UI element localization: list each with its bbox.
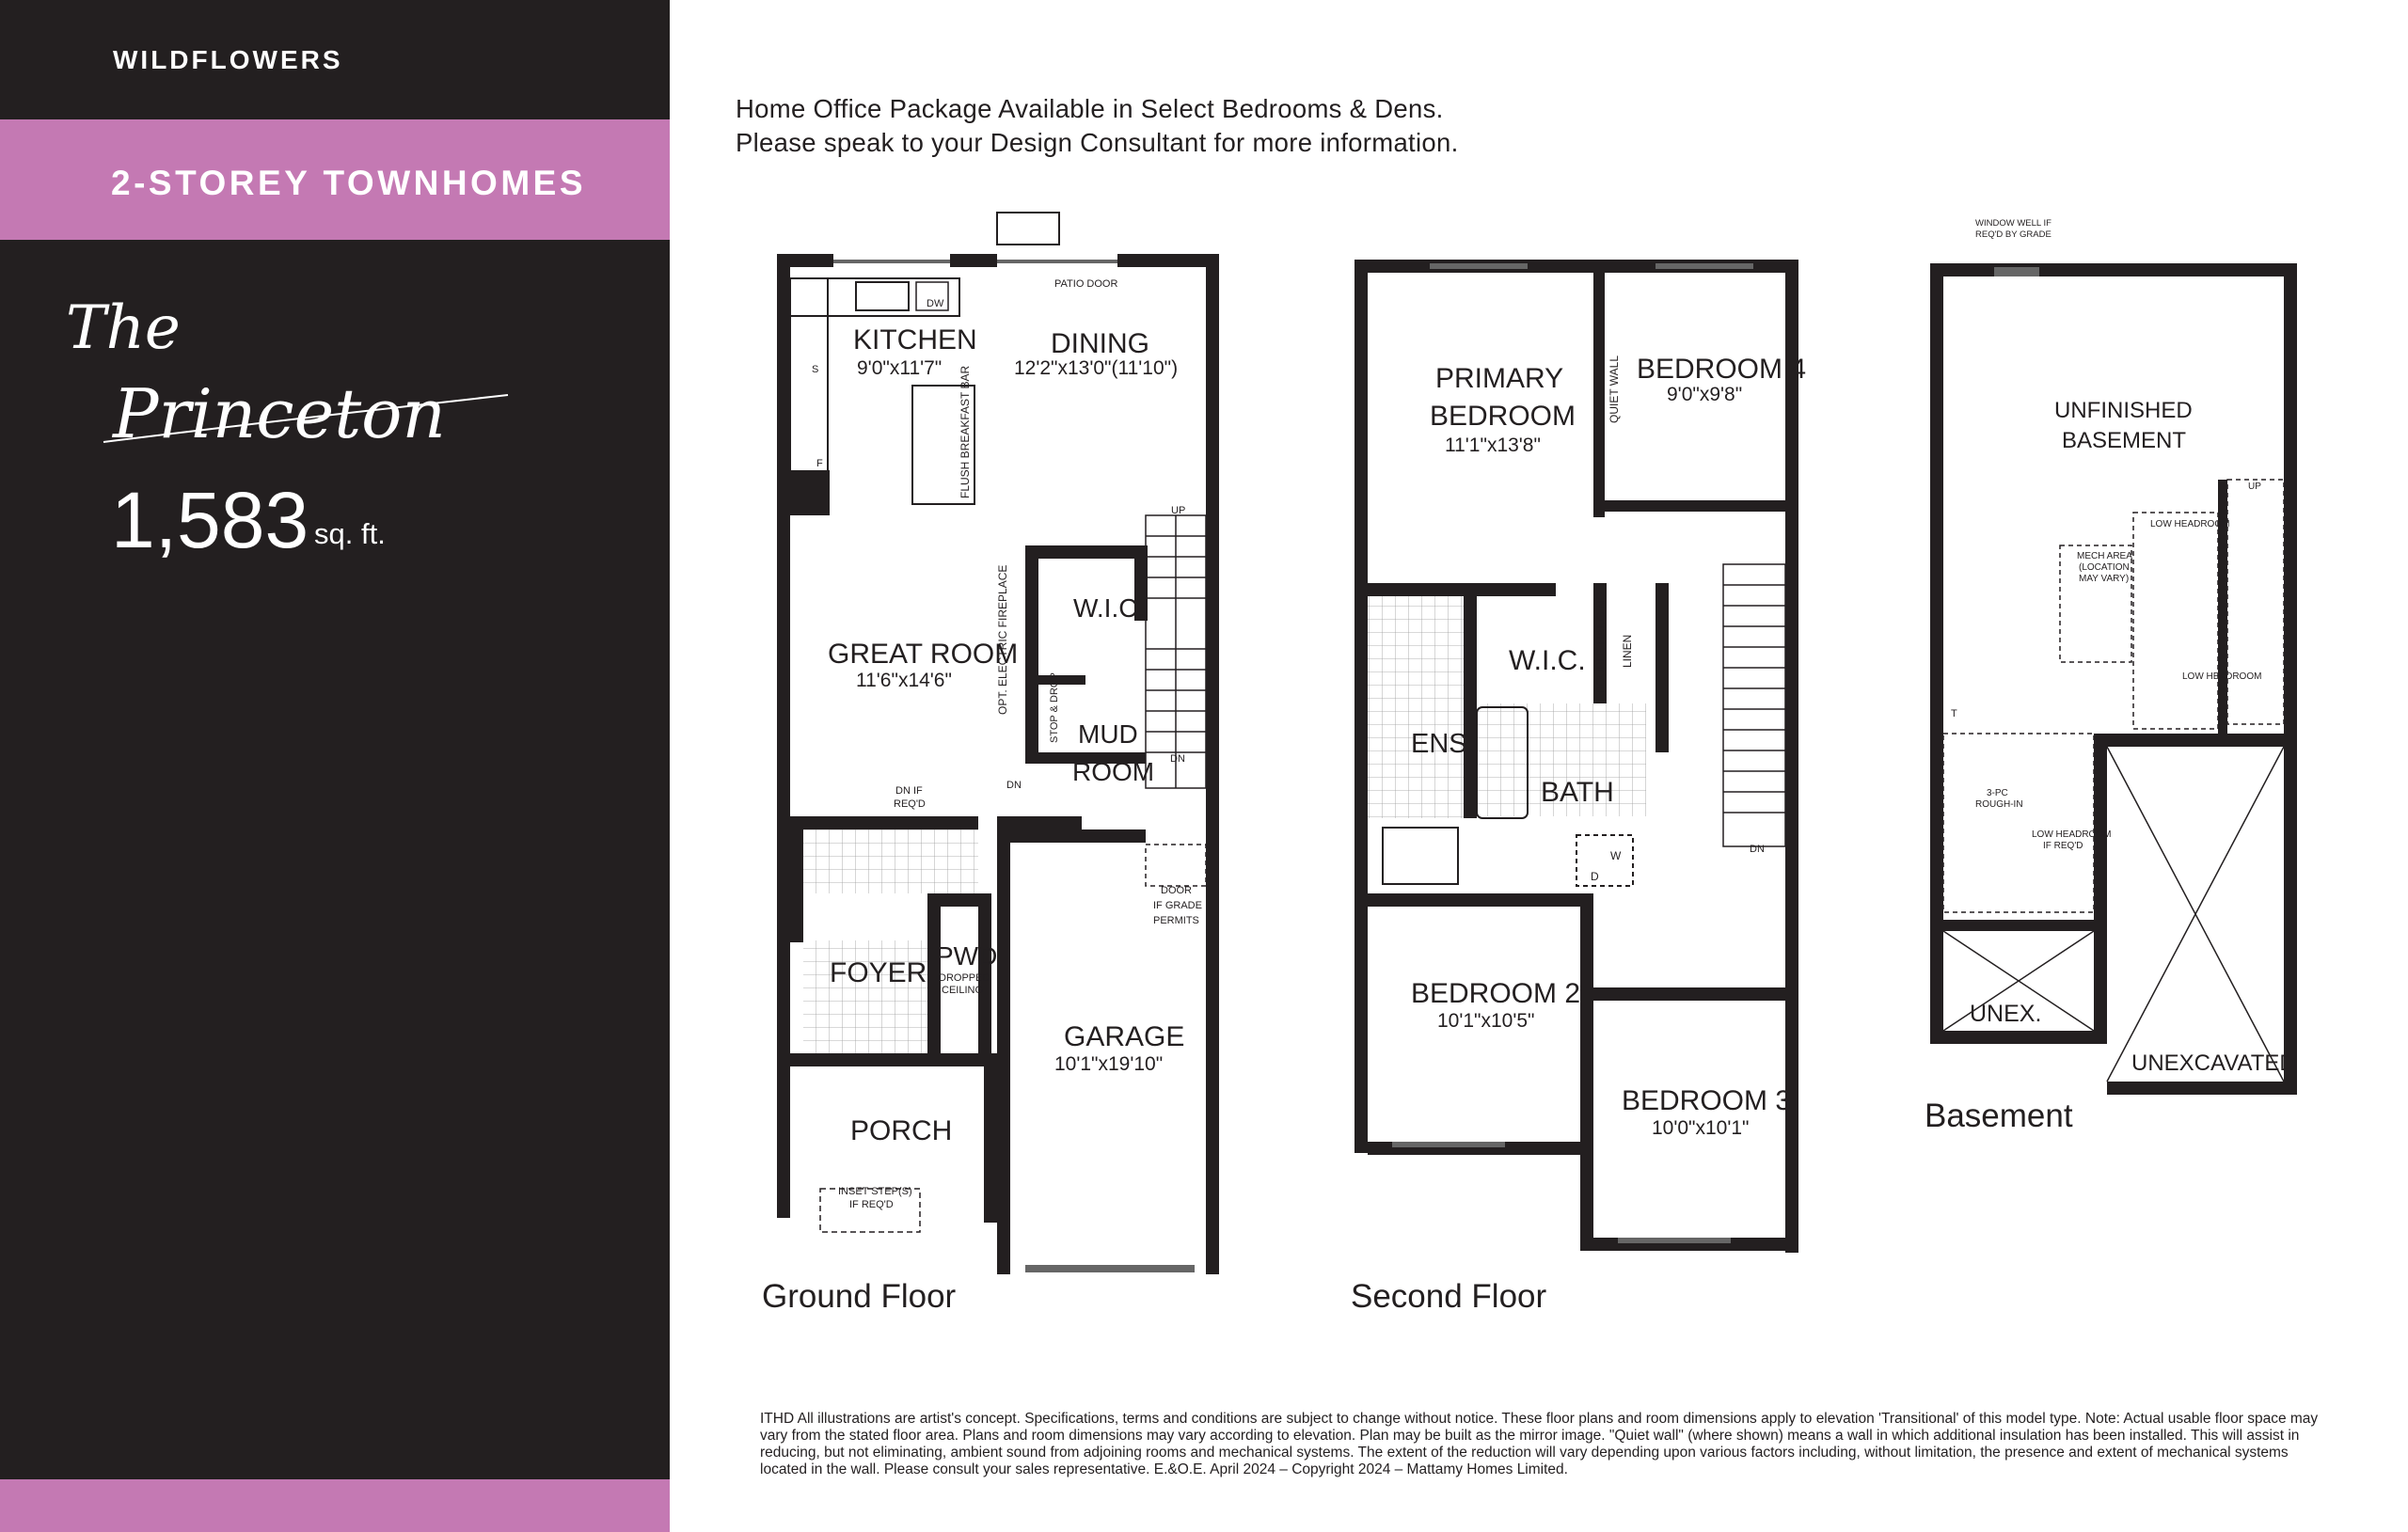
patio-door-sill [997,260,1117,263]
porch-label: PORCH [850,1115,953,1146]
model-name-line2: Princeton [113,374,446,453]
dropped-ceiling-2: CEILING [942,985,984,996]
dn-arrow-label: DN [1006,780,1022,791]
ground-wic-label: W.I.C. [1073,593,1146,623]
toilet-label: T [1951,708,1957,719]
ground-north-wall-a [777,254,833,267]
bedroom2-dimensions: 10'1"x10'5" [1437,1010,1535,1032]
mud-room-label-2: ROOM [1072,757,1155,786]
dining-label: DINING [1051,328,1149,359]
window-well-2: REQ'D BY GRADE [1975,229,2052,240]
pwd-label: PWD [936,941,998,971]
second-dn-label: DN [1750,844,1765,855]
bedroom4-dimensions: 9'0"x9'8" [1667,384,1743,405]
ground-east-wall [1206,254,1219,1274]
second-west-wall [1354,260,1368,1153]
great-room-south-wall [790,816,978,829]
ground-up-label: UP [1171,505,1186,516]
mech-area-3: MAY VARY) [2079,574,2130,584]
garage-label: GARAGE [1064,1021,1185,1052]
primary-bedroom4-wall [1593,273,1605,517]
unfinished-label-1: UNFINISHED [2054,398,2193,423]
primary-label-2: BEDROOM [1430,401,1576,432]
dn-if-reqd-2: REQ'D [894,798,926,810]
foyer-label: FOYER [830,957,927,988]
low-headroom-reqd-1: LOW HEADROOM [2032,829,2112,840]
kitchen-window [833,260,950,263]
ground-floor-title: Ground Floor [762,1278,957,1315]
quiet-wall-label: QUIET WALL [1608,355,1621,423]
bedroom4-window [1656,263,1753,269]
notice-line-2: Please speak to your Design Consultant for more information. [736,128,1459,157]
primary-dimensions: 11'1"x13'8" [1445,434,1541,456]
basement-east-wall [2284,263,2297,1095]
kitchen-pillar [790,470,830,515]
unfinished-label-2: BASEMENT [2062,428,2187,453]
great-room-dimensions: 11'6"x14'6" [856,670,952,691]
sink-label: S [812,364,819,375]
ens-label: ENS. [1411,729,1475,759]
primary-window [1430,263,1528,269]
laundry-box [1576,835,1633,886]
low-headroom-label: LOW HEADROOM [2150,519,2230,529]
kitchen-label: KITCHEN [853,324,977,355]
stop-drop-label: STOP & DROP [1049,672,1060,743]
second-stairs [1723,564,1785,846]
basement-title: Basement [1925,1098,2073,1134]
basement-north-wall [1930,263,2297,276]
patio-door-label: PATIO DOOR [1054,278,1118,290]
bedroom2-label: BEDROOM 2 [1411,978,1581,1009]
flush-breakfast-bar-label: FLUSH BREAKFAST BAR [958,365,972,498]
door-if-grade-1: DOOR [1161,885,1192,896]
dining-dimensions: 12'2"x13'0"(11'10") [1014,357,1179,379]
patio-door-box [997,213,1059,245]
dw-label: DW [927,298,944,309]
window-well-1: WINDOW WELL IF [1975,218,2052,229]
fridge-label: F [816,458,823,469]
washer-label: W [1610,849,1622,862]
square-footage-unit: sq. ft. [314,517,386,550]
mud-room-label-1: MUD [1078,719,1138,749]
ground-north-wall-b [950,254,997,267]
bath-label: BATH [1541,777,1614,808]
notice-line-1: Home Office Package Available in Select Bedrooms & Dens. [736,94,1444,123]
floor-plans [670,0,2408,1532]
dryer-label: D [1591,870,1599,883]
garage-west-wall [997,829,1010,1274]
wic-wall [1025,545,1038,752]
double-hanging-label: DOUBLE HANGING [1594,592,1608,694]
kitchen-dimensions: 9'0"x11'7" [857,357,943,379]
ground-dn-label: DN [1170,753,1185,765]
bedroom2-window [1392,1142,1505,1147]
garage-dimensions: 10'1"x19'10" [1054,1053,1164,1075]
mech-area-2: (LOCATION [2079,562,2130,573]
ground-west-wall [777,254,790,1218]
bedroom3-window [1618,1238,1731,1243]
collection-name: 2-STOREY TOWNHOMES [111,164,587,202]
bedroom3-label: BEDROOM 3 [1622,1085,1792,1116]
dn-if-reqd-1: DN IF [895,785,923,797]
primary-label-1: PRIMARY [1435,363,1564,394]
unexcavated-label: UNEXCAVATED [2131,1050,2296,1076]
great-room-label: GREAT ROOM [828,639,1019,670]
unex-label: UNEX. [1970,1001,2042,1027]
model-name-script [66,282,555,470]
second-wic-label: W.I.C. [1509,645,1586,676]
mech-area-1: MECH AREA [2077,551,2132,561]
model-name-line1: The [66,293,181,363]
porch-north-wall [777,1053,984,1066]
bottom-accent-band [0,1479,670,1532]
bedroom4-label: BEDROOM 4 [1637,354,1807,385]
basement-up-label: UP [2248,482,2261,492]
garage-door [1025,1265,1195,1272]
ground-stairs [1146,515,1206,788]
sink-icon [856,282,909,310]
rough-in-2: ROUGH-IN [1975,799,2023,810]
linen-label: LINEN [1621,634,1634,668]
door-if-grade-3: PERMITS [1153,915,1199,926]
second-floor-title: Second Floor [1351,1278,1547,1315]
inset-steps-2: IF REQ'D [849,1199,894,1210]
low-headroom-reqd-2: IF REQ'D [2043,841,2083,851]
porch-east-wall [984,1053,997,1223]
community-name: WILDFLOWERS [113,45,343,74]
basement-labels [1951,218,2296,1076]
low-headroom-2-label: LOW HEADROOM [2182,671,2262,682]
bedroom3-dimensions: 10'0"x10'1" [1652,1117,1750,1139]
sidebar [0,0,670,1532]
door-if-grade-2: IF GRADE [1153,900,1202,911]
window-well [1994,267,2039,276]
ground-north-wall-c [1117,254,1219,267]
legal-disclaimer: ITHD All illustrations are artist's concept. Specifications, terms and conditions are subject to change without notice. These floor plans and room dimensions apply to elevation 'Transitional' of this model type. Note: Actual usable floor space may vary from the stated floor area. Plans and room dimensions may vary according to elevation. Plan may be built as the mirror image. "Quiet wall" (where shown) means a wall in which additional insulation has been installed. This will assist in reducing, but not eliminating, ambient sound from adjoining rooms and mechanical systems. The extent of the reduction will vary depending upon various factors including, without limitation, the presence and extent of mechanical systems located in the wall. Please consult your sales representative. E.&O.E. April 2024 – Copyright 2024 – Mattamy Homes Limited. [760,1411,2319,1477]
inset-steps-1: INSET STEP(S) [838,1186,912,1197]
rough-in-1: 3-PC [1987,788,2008,798]
square-footage: 1,583 [111,476,309,564]
fireplace-label: OPT. ELECTRIC FIREPLACE [996,564,1009,715]
dropped-ceiling-1: DROPPED [939,972,990,984]
